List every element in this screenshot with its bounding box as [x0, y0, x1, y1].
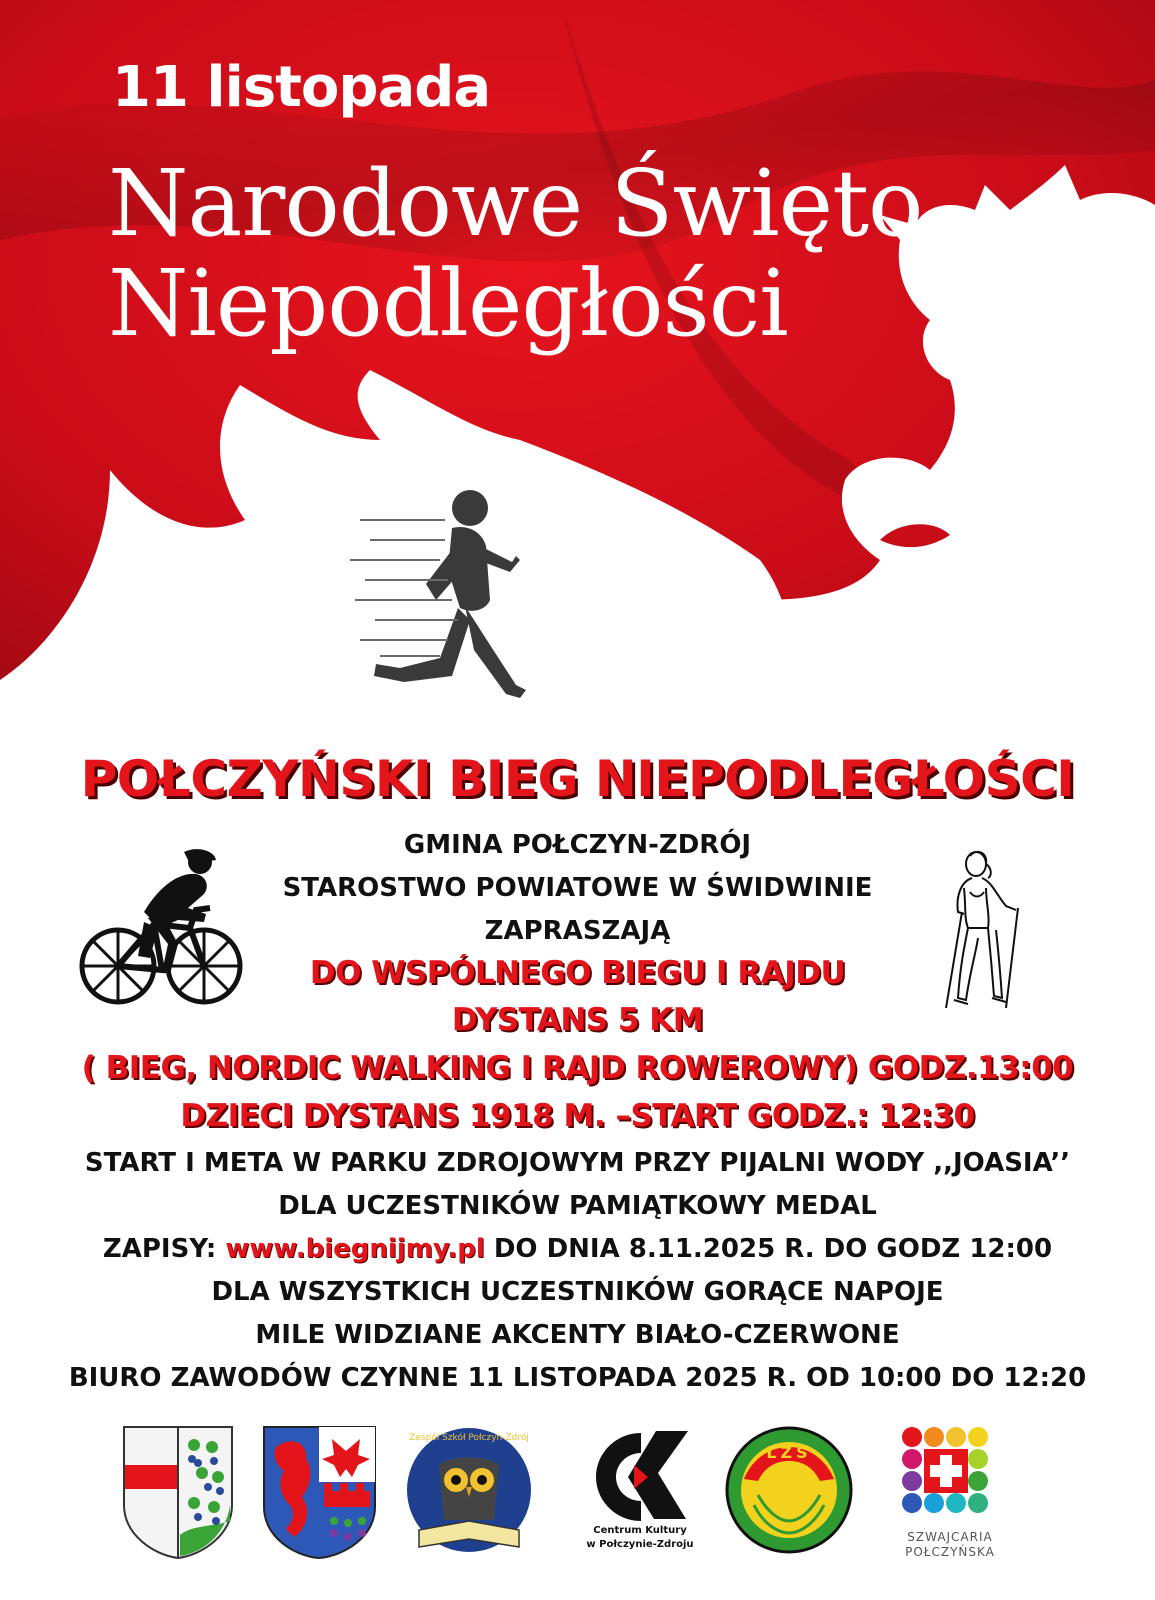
gmina-coat-of-arms-icon — [122, 1425, 234, 1560]
school-logo-text: Zespół Szkół Połczyn-Zdrój — [409, 1433, 529, 1443]
start-finish-text: START I META W PARKU ZDROJOWYM PRZY PIJALNI WODY ,,JOASIA’’ — [84, 1148, 1071, 1178]
invite-text: ZAPRASZAJĄ — [484, 916, 671, 946]
szwajcaria-name-1: SZWAJCARIA — [907, 1530, 993, 1544]
date-heading: 11 listopada — [112, 55, 491, 120]
holiday-title-line-2: Niepodległości — [108, 250, 788, 357]
drinks-text: DLA WSZYSTKICH UCZESTNIKÓW GORĄCE NAPOJE — [211, 1277, 944, 1307]
invite-to-run: DO WSPÓLNEGO BIEGU I RAJDU — [309, 955, 846, 991]
event-title: POŁCZYŃSKI BIEG NIEPODLEGŁOŚCI — [80, 750, 1075, 808]
sponsor-logos — [0, 1425, 1155, 1595]
running-man-icon — [340, 480, 540, 720]
szwajcaria-polczynska-logo-icon — [900, 1425, 1000, 1525]
office-hours-text: BIURO ZAWODÓW CZYNNE 11 LISTOPADA 2025 R. OD 10:00 DO 12:20 — [68, 1363, 1087, 1393]
kids-distance-text: DZIECI DYSTANS 1918 M. –START GODZ.: 12:30 — [180, 1098, 975, 1134]
distance-text: DYSTANS 5 KM — [451, 1002, 704, 1038]
holiday-title-line-1: Narodowe Święto — [108, 150, 923, 257]
school-owl-logo-icon — [404, 1425, 534, 1560]
organizer-starostwo: STAROSTWO POWIATOWE W ŚWIDWINIE — [282, 873, 873, 903]
signup-deadline: DO DNIA 8.11.2025 R. DO GODZ 12:00 — [484, 1234, 1053, 1264]
nordic-walker-icon — [936, 848, 1036, 1023]
hero-banner — [0, 0, 1155, 740]
szwajcaria-name-2: POŁCZYŃSKA — [905, 1545, 995, 1559]
centrum-kultury-logo-icon — [586, 1425, 696, 1525]
colors-note-text: MILE WIDZIANE AKCENTY BIAŁO-CZERWONE — [255, 1320, 900, 1350]
powiat-coat-of-arms-icon — [262, 1425, 377, 1560]
signup-line — [0, 1234, 1155, 1264]
cyclist-icon — [78, 848, 248, 1008]
centrum-kultury-name-2: w Połczynie-Zdroju — [586, 1539, 694, 1550]
organizer-gmina: GMINA POŁCZYN-ZDRÓJ — [403, 830, 752, 860]
lzs-text: LZS — [766, 1443, 812, 1462]
signup-prefix: ZAPISY: — [102, 1234, 226, 1264]
signup-url-link[interactable]: www.biegnijmy.pl — [225, 1234, 485, 1264]
categories-text: ( BIEG, NORDIC WALKING I RAJD ROWEROWY) GODZ.13:00 — [81, 1050, 1074, 1086]
centrum-kultury-name-1: Centrum Kultury — [593, 1525, 687, 1536]
medal-text: DLA UCZESTNIKÓW PAMIĄTKOWY MEDAL — [278, 1191, 877, 1221]
